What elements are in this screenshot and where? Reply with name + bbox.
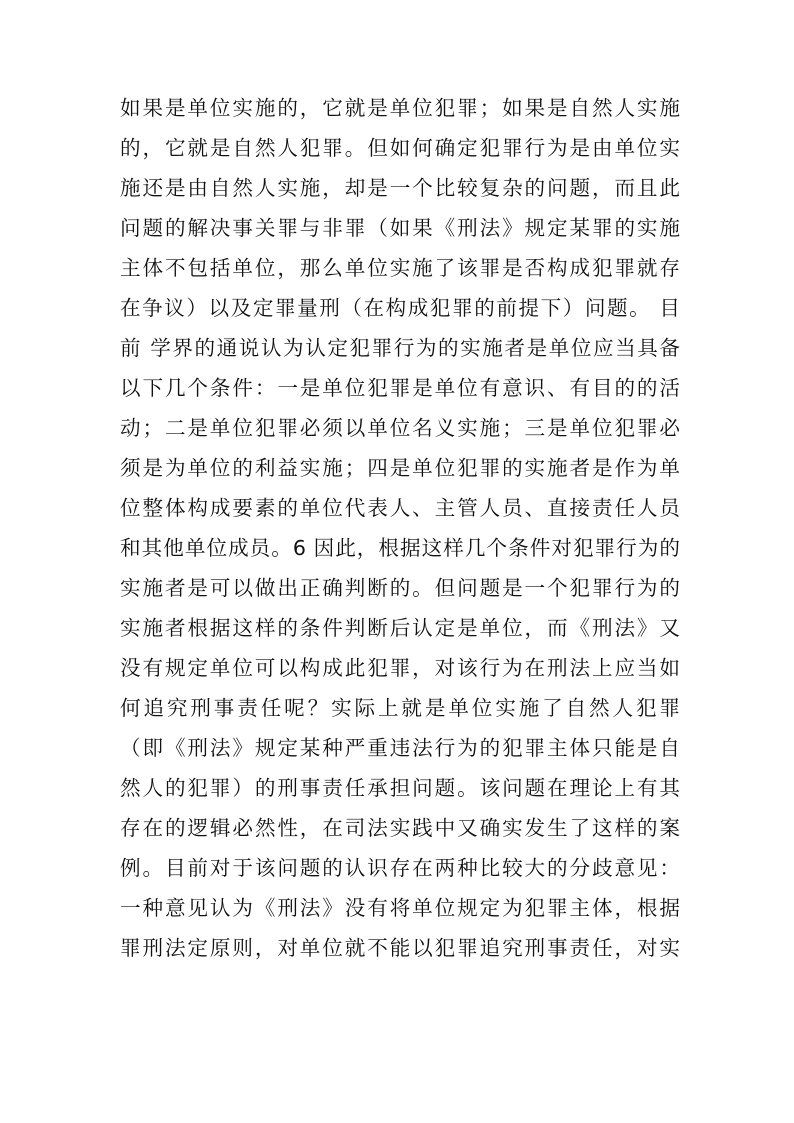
text-line-19: 存在的逻辑必然性，在司法实践中又确实发生了这样的案 [120,816,680,840]
text-line-21: 一种意见认为《刑法》没有将单位规定为犯罪主体，根据 [120,896,680,920]
text-line-4: 问题的解决事关罪与非罪（如果《刑法》规定某罪的实施 [120,216,680,240]
text-line-6: 在争议）以及定罪量刑（在构成犯罪的前提下）问题。 目 [120,296,680,320]
text-line-3: 施还是由自然人实施，却是一个比较复杂的问题，而且此 [120,176,680,200]
text-line-10: 须是为单位的利益实施；四是单位犯罪的实施者是作为单 [120,456,680,480]
text-line-11: 位整体构成要素的单位代表人、主管人员、直接责任人员 [120,496,680,520]
body-paragraph [120,88,680,968]
text-line-15: 没有规定单位可以构成此犯罪，对该行为在刑法上应当如 [120,656,680,680]
text-line-17: （即《刑法》规定某种严重违法行为的犯罪主体只能是自 [120,736,680,760]
text-line-9: 动；二是单位犯罪必须以单位名义实施；三是单位犯罪必 [120,416,680,440]
text-line-1: 如果是单位实施的，它就是单位犯罪；如果是自然人实施 [120,96,680,120]
text-line-18: 然人的犯罪）的刑事责任承担问题。该问题在理论上有其 [120,776,680,800]
text-line-5: 主体不包括单位，那么单位实施了该罪是否构成犯罪就存 [120,256,680,280]
text-line-16: 何追究刑事责任呢？实际上就是单位实施了自然人犯罪 [120,696,680,720]
text-line-20: 例。目前对于该问题的认识存在两种比较大的分歧意见： [120,856,680,880]
text-line-14: 实施者根据这样的条件判断后认定是单位，而《刑法》又 [120,616,680,640]
text-line-13: 实施者是可以做出正确判断的。但问题是一个犯罪行为的 [120,576,680,600]
text-line-12: 和其他单位成员。6 因此，根据这样几个条件对犯罪行为的 [120,536,680,560]
text-line-2: 的，它就是自然人犯罪。但如何确定犯罪行为是由单位实 [120,136,680,160]
text-line-22: 罪刑法定原则，对单位就不能以犯罪追究刑事责任，对实 [120,936,680,960]
text-line-8: 以下几个条件：一是单位犯罪是单位有意识、有目的的活 [120,376,680,400]
text-line-7: 前 学界的通说认为认定犯罪行为的实施者是单位应当具备 [120,336,680,360]
